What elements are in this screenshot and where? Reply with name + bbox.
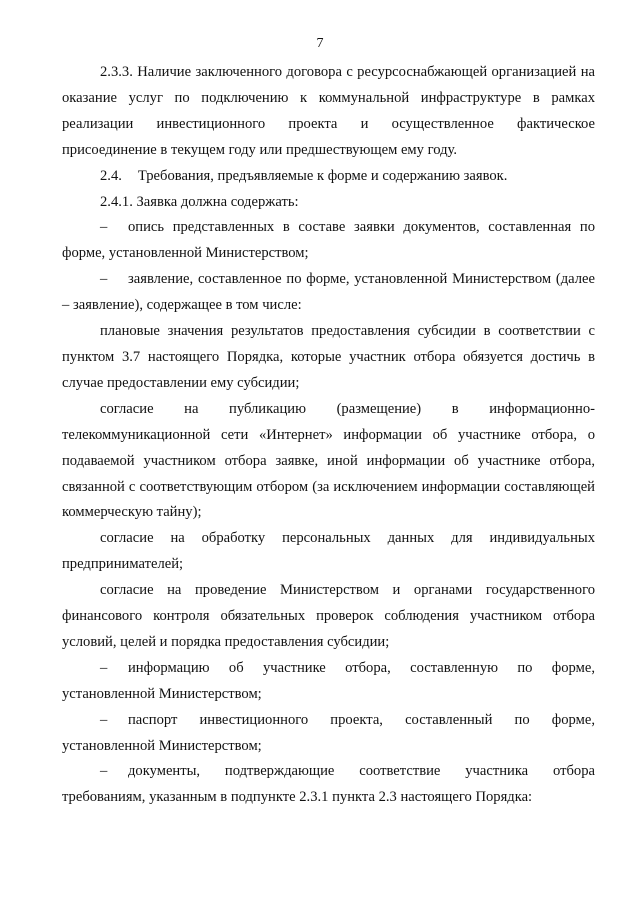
list-item [62, 708, 595, 760]
dash-marker: – [100, 271, 108, 288]
list-item-text: паспорт инвестиционного проекта, составленный по форме, установленной Министерством; [62, 711, 595, 754]
page-number: 7 [316, 36, 324, 51]
clause-2-3-3 [62, 60, 595, 164]
list-item-text: заявление, составленное по форме, установленной Министерством (далее – заявление), содержащее в том числе: [62, 271, 595, 314]
paragraph-text: плановые значения результатов предоставления субсидии в соответствии с пунктом 3.7 настоящего Порядка, которые участник отбора обязуется достичь в случае предоставлении ему субсидии; [62, 323, 595, 391]
paragraph-text: 2.3.3. Наличие заключенного договора с ресурсоснабжающей организацией на оказание услуг по подключению к коммунальной инфраструктуре в рамках реализации инвестиционного проекта и осуществленное фактическое присоединение в текущем году или предшествующем ему году. [62, 64, 595, 158]
list-item [62, 656, 595, 708]
paragraph-text: согласие на проведение Министерством и органами государственного финансового контроля обязательных проверок соблюдения участником отбора условий, целей и порядка предоставления субсидии; [62, 582, 595, 650]
list-item [62, 267, 595, 319]
sub-item [62, 319, 595, 397]
list-item-text: документы, подтверждающие соответствие участника отбора требованиям, указанным в подпункте 2.3.1 пункта 2.3 настоящего Порядка: [62, 763, 595, 806]
dash-marker: – [100, 763, 108, 780]
section-heading-2-4 [62, 164, 595, 190]
clause-2-4-1 [62, 190, 595, 216]
paragraph-text: согласие на публикацию (размещение) в информационно-телекоммуникационной сети «Интернет» информации об участнике отбора, о подаваемой участником отбора заявке, иной информации об участнике отбора, связанной с соответствующим отбором (за исключением информации составляющей коммерческую тайну); [62, 400, 595, 521]
paragraph-text: 2.4.1. Заявка должна содержать: [100, 193, 299, 210]
sub-item [62, 526, 595, 578]
list-item-text: опись представленных в составе заявки документов, составленная по форме, установленной Министерством; [62, 219, 595, 262]
list-item [62, 215, 595, 267]
paragraph-text: согласие на обработку персональных данных для индивидуальных предпринимателей; [62, 530, 595, 573]
section-number: 2.4. [100, 167, 122, 184]
dash-marker: – [100, 659, 108, 676]
sub-item [62, 397, 595, 527]
dash-marker: – [100, 219, 108, 236]
list-item-text: информацию об участнике отбора, составленную по форме, установленной Министерством; [62, 659, 595, 702]
list-item [62, 759, 595, 811]
sub-item [62, 578, 595, 656]
section-title: Требования, предъявляемые к форме и содержанию заявок. [137, 167, 508, 184]
dash-marker: – [100, 711, 108, 728]
document-body [62, 60, 595, 811]
